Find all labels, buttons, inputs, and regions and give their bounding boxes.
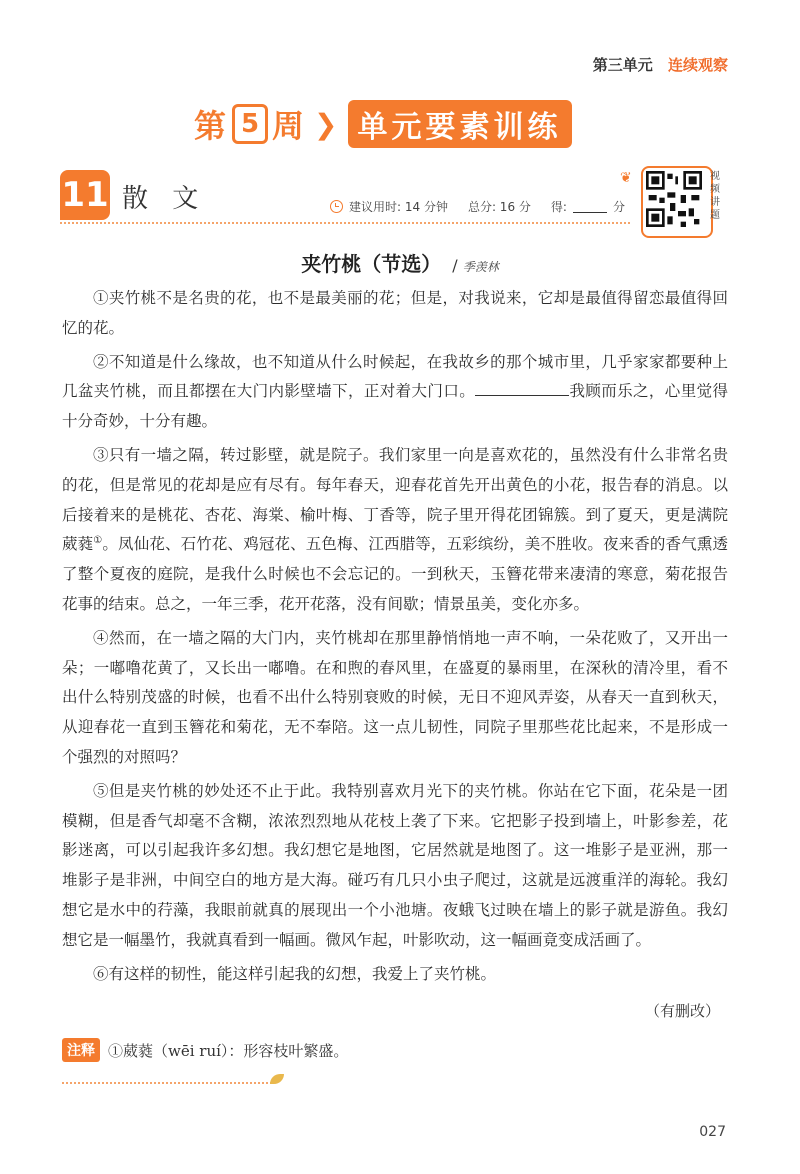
- score-unit: 分: [612, 200, 625, 214]
- paragraph-3-text-end: 。凤仙花、石竹花、鸡冠花、五色梅、江西腊等，五彩缤纷，美不胜收。夜来香的香气熏透了整个夏夜的庭院，是我什么时候也不会忘记的。一到秋天，玉簪花带来凄清的寒意，菊花报告花事的结束。总之，一年三季，花开花落，没有间歇；情景虽美，变化亦多。: [62, 535, 728, 613]
- qr-label: [710, 170, 726, 222]
- paragraph-4: ④然而，在一墙之隔的大门内，夹竹桃却在那里静悄悄地一声不响，一朵花败了，又开出一朵；一嘟噜花黄了，又长出一嘟噜。在和煦的春风里，在盛夏的暴雨里，在深秋的清冷里，看不出什么特别茂盛的时候，也看不出什么特别衰败的时候，无日不迎风弄姿，从春天一直到秋天，从迎春花一直到玉簪花和菊花，无不奉陪。这一点儿韧性，同院子里那些花比起来，不是形成一个强烈的对照吗？: [62, 628, 728, 766]
- annotation-text: ①葳蕤（wēi ruí）：形容枝叶繁盛。: [108, 1041, 349, 1060]
- lesson-header: [60, 170, 640, 232]
- paragraph-6: ⑥有这样的韧性，能这样引起我的幻想，我爱上了夹竹桃。: [93, 964, 497, 983]
- answer-blank[interactable]: [475, 379, 569, 396]
- paragraph-2-text: ②不知道是什么缘故，也不知道从什么时候起，在我故乡的那个城市里，几乎家家都要种上几盆夹竹桃，而且都摆在大门内影壁墙下，正对着大门口。: [62, 352, 728, 401]
- unit-header: [593, 54, 728, 75]
- slash-divider: /: [452, 256, 458, 275]
- paragraph-2-text-end: 我顾而乐之，心里觉得十分奇妙，十分有趣。: [62, 382, 728, 431]
- paragraph-3-text: ③只有一墙之隔，转过影壁，就是院子。我们家里一向是喜欢花的，虽然没有什么非常名贵的花，但是常见的花却是应有尽有。每年春天，迎春花首先开出黄色的小花，报告春的消息。以后接着来的是桃花、杏花、海棠、榆叶梅、丁香等，院子里开得花团锦簇。到了夏天，更是满院葳蕤: [62, 445, 728, 554]
- annotation: [62, 1038, 348, 1062]
- week-prefix: 第: [194, 107, 229, 145]
- leaf-icon: [270, 1074, 284, 1084]
- qr-label-char: 题: [710, 210, 720, 221]
- clock-icon: [330, 200, 343, 213]
- lesson-title: 散 文: [122, 184, 207, 214]
- article-body: [62, 284, 728, 993]
- note-divider: [62, 1082, 272, 1084]
- lesson-info: [330, 198, 625, 215]
- chevron-right-icon: ❯: [314, 107, 338, 141]
- week-theme: 单元要素训练: [348, 100, 572, 148]
- unit-name: 连续观察: [667, 56, 728, 74]
- qr-label-char: 视: [710, 171, 720, 182]
- week-suffix: 周: [272, 107, 307, 145]
- page-number: 027: [699, 1124, 726, 1140]
- source-note: （有删改）: [644, 1002, 720, 1020]
- footnote-ref: ①: [93, 535, 103, 547]
- week-banner: [194, 100, 572, 148]
- paragraph-5: ⑤但是夹竹桃的妙处还不止于此。我特别喜欢月光下的夹竹桃。你站在它下面，花朵是一团模糊，但是香气却毫不含糊，浓浓烈烈地从花枝上袭了下来。它把影子投到墙上，叶影参差，花影迷离，可以引起我许多幻想。我幻想它是地图，它居然就是地图了。这一堆影子是亚洲，那一堆影子是非洲，中间空白的地方是大海。碰巧有几只小虫子爬过，这就是远渡重洋的海轮。我幻想它是水中的荇藻，我眼前就真的展现出一个小池塘。夜蛾飞过映在墙上的影子就是游鱼。我幻想它是一幅墨竹，我就真看到一幅画。微风乍起，叶影吹动，这一幅画竟变成活画了。: [62, 781, 728, 949]
- article-author: 季羡林: [462, 260, 499, 274]
- paragraph-1: ①夹竹桃不是名贵的花，也不是最美丽的花；但是，对我说来，它却是最值得留恋最值得回忆的花。: [62, 289, 728, 337]
- qr-label-char: 讲: [710, 197, 720, 208]
- annotation-tag: 注释: [62, 1038, 100, 1062]
- qr-code-icon: [646, 171, 702, 227]
- score-blank[interactable]: [573, 200, 607, 213]
- suggested-time: 建议用时: 14 分钟: [349, 200, 448, 214]
- paragraph-3: [62, 441, 728, 620]
- article-title: 夹竹桃（节选）: [301, 252, 442, 276]
- unit-number: 第三单元: [592, 56, 653, 74]
- sprout-icon: ❦: [620, 170, 632, 186]
- article-heading: [0, 248, 800, 277]
- week-number: 5: [232, 104, 268, 144]
- lesson-number: 11: [60, 170, 110, 220]
- divider: [60, 222, 630, 224]
- total-score: 总分: 16 分: [467, 200, 531, 214]
- score-got-label: 得:: [550, 200, 567, 214]
- paragraph-2: [62, 348, 728, 437]
- qr-label-char: 频: [710, 184, 720, 195]
- qr-code[interactable]: [641, 166, 713, 238]
